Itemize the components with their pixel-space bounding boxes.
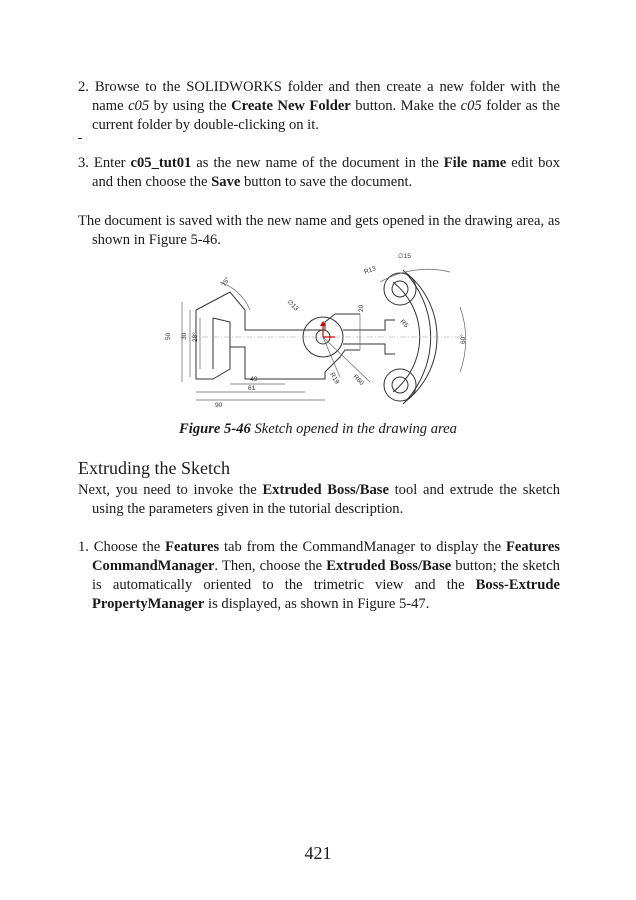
dim-r13: R13 (363, 265, 377, 276)
dim-r60: R60 (351, 373, 365, 387)
dim-28-deg: 28° (192, 332, 199, 342)
dim-dia-15: ∅15 (398, 253, 411, 260)
lower-profile (196, 310, 360, 379)
dim-r5: R5 (398, 318, 410, 330)
create-new-folder-label: Create New Folder (231, 98, 351, 114)
dim-60-deg: 60° (460, 334, 467, 344)
intro-paragraph: Next, you need to invoke the Extruded Boss/Base tool and extrude the sketch using the parameters given in the tutorial description. (78, 482, 560, 517)
stray-dash (78, 138, 82, 139)
dim-61: 61 (248, 385, 256, 392)
dim-49: 49 (250, 376, 258, 383)
page-number: 421 (304, 843, 332, 863)
upper-profile (196, 292, 360, 330)
sketch-figure (160, 252, 480, 415)
dim-20: 20 (358, 304, 365, 312)
horizontal-dim-lines (196, 384, 325, 400)
step-1-paragraph: 1. Choose the Features tab from the CommandManager to display the Features CommandManager. Then, choose the Extruded Boss/Base button; the sketch is automatically oriented to the trimetric view and the Boss-Extrude PropertyManager is displayed, as shown in Figure 5-47. (78, 539, 560, 612)
saved-paragraph: The document is saved with the new name and gets opened in the drawing area, as shown in Figure 5-46. (78, 213, 560, 248)
right-arm-upper (343, 320, 395, 330)
mid-arc (405, 272, 437, 402)
taper-upper (213, 318, 230, 347)
step-3-paragraph: 3. Enter c05_tut01 as the new name of the document in the File name edit box and then choose the Save button to save the document. (78, 155, 560, 190)
step-2-paragraph: 2. Browse to the SOLIDWORKS folder and then create a new folder with the name c05 by using the Create New Folder button. Make the c05 folder as the current folder by double-clicking on it. (78, 79, 560, 133)
dim-r19: R19 (328, 371, 341, 386)
dim-90: 90 (215, 402, 223, 409)
figure-caption: Figure 5-46 Sketch opened in the drawing area (179, 421, 457, 437)
sketch-drawing (160, 252, 480, 415)
right-arm-lower (343, 344, 395, 354)
dim-75-deg: 75° (220, 275, 232, 288)
dim-50: 50 (165, 332, 172, 340)
section-heading: Extruding the Sketch (78, 458, 230, 478)
origin-marker (320, 321, 335, 337)
dim-dia-13: ∅13 (285, 298, 300, 313)
dim-30: 30 (181, 332, 188, 340)
